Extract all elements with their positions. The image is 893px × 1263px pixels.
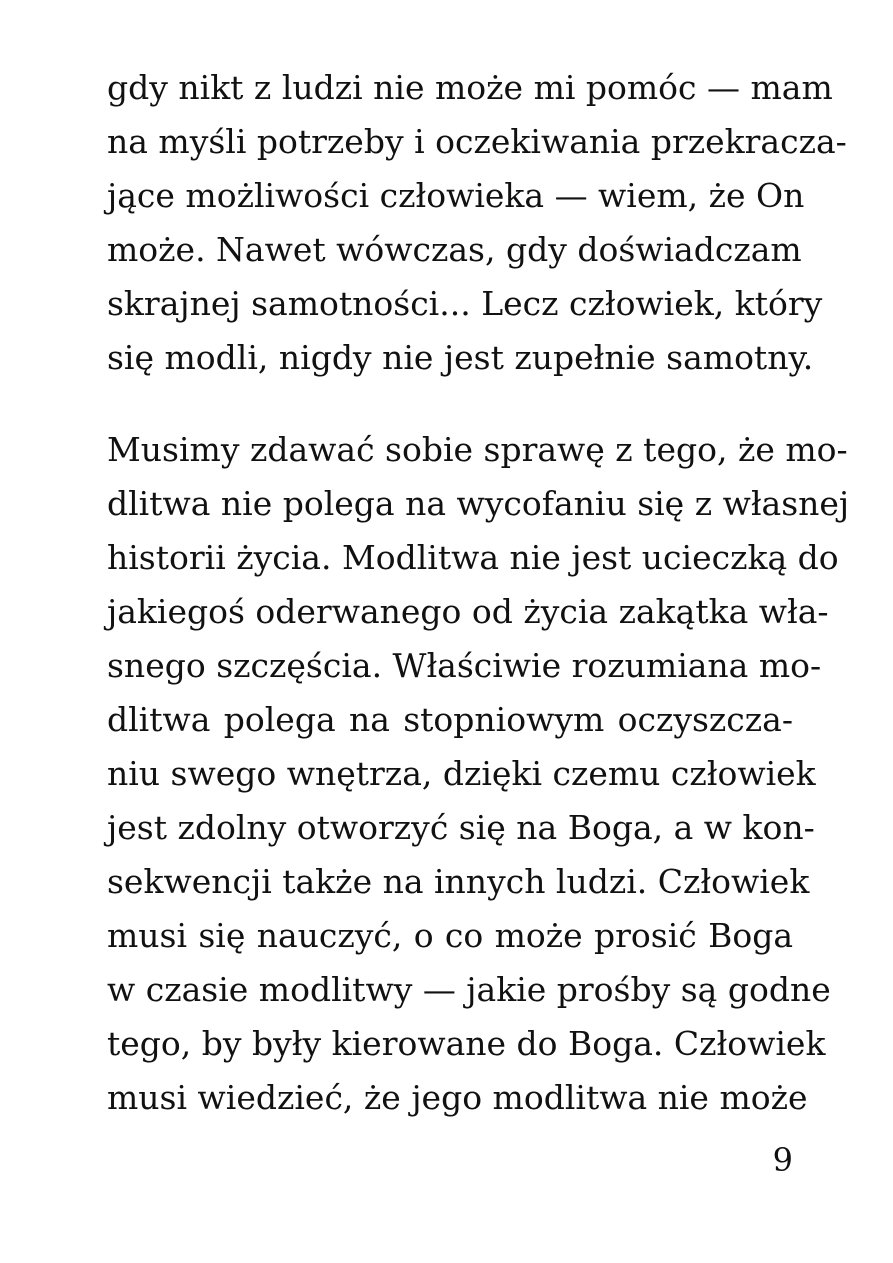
- page-number: 9: [772, 1141, 793, 1179]
- text-line: jakiegoś oderwanego od życia zakątka wła-: [107, 592, 829, 631]
- text-line: Musimy zdawać sobie sprawę z tego, że mo-: [107, 430, 848, 469]
- text-line: jest zdolny otworzyć się na Boga, a w kon-: [107, 808, 815, 847]
- text-line: musi się nauczyć, o co może prosić Boga: [107, 916, 793, 955]
- text-line: na myśli potrzeby i oczekiwania przekracza-: [107, 122, 847, 161]
- text-line: skrajnej samotności... Lecz człowiek, który: [107, 284, 823, 323]
- text-line: sekwencji także na innych ludzi. Człowiek: [107, 862, 810, 901]
- text-line: dlitwa nie polega na wycofaniu się z własnej: [107, 484, 850, 523]
- text-line: się modli, nigdy nie jest zupełnie samotny.: [107, 338, 814, 377]
- text-line: gdy nikt z ludzi nie może mi pomóc — mam: [107, 68, 833, 107]
- text-line: dlitwa polega na stopniowym oczyszcza-: [107, 700, 793, 739]
- text-line: może. Nawet wówczas, gdy doświadczam: [107, 230, 802, 269]
- text-line: historii życia. Modlitwa nie jest ucieczką do: [107, 538, 839, 577]
- text-line: niu swego wnętrza, dzięki czemu człowiek: [107, 754, 816, 793]
- text-line: tego, by były kierowane do Boga. Człowiek: [107, 1024, 826, 1063]
- text-line: snego szczęścia. Właściwie rozumiana mo-: [107, 646, 822, 685]
- text-line: jące możliwości człowieka — wiem, że On: [107, 176, 805, 215]
- paragraph-1: [107, 61, 847, 385]
- text-line: w czasie modlitwy — jakie prośby są godne: [107, 970, 831, 1009]
- paragraph-2: [107, 423, 850, 1125]
- text-line: musi wiedzieć, że jego modlitwa nie może: [107, 1078, 808, 1117]
